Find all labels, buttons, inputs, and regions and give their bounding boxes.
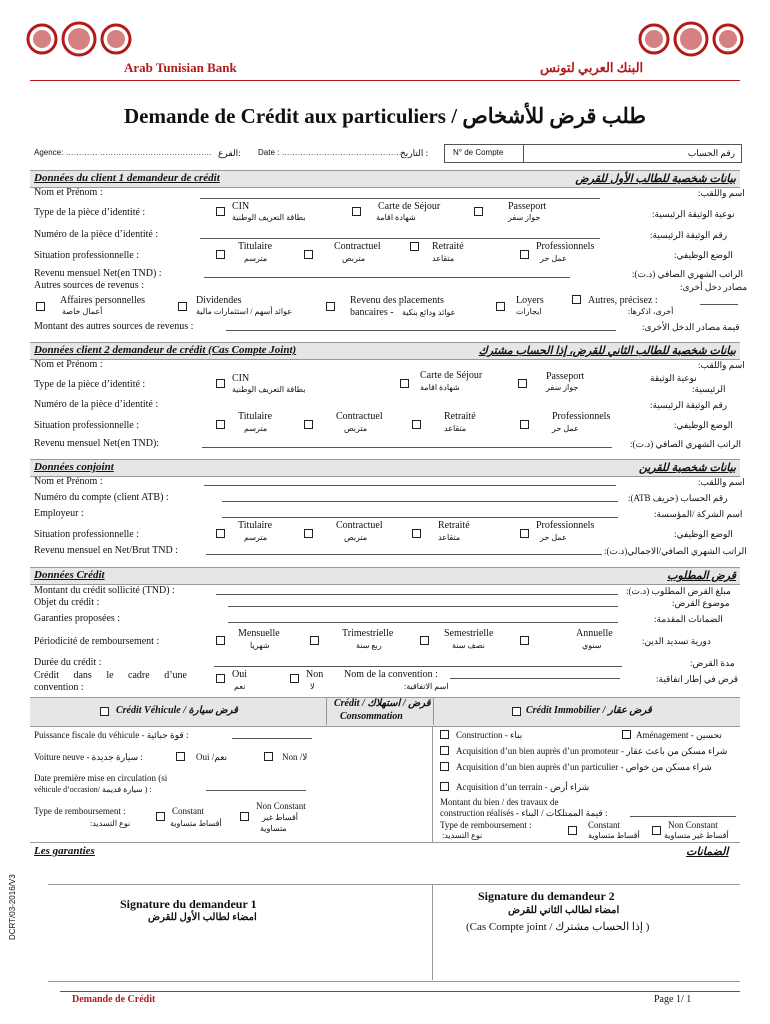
c2-sejour-ar: شهادة اقامة	[420, 383, 460, 392]
cr-annuelle-checkbox[interactable]	[520, 636, 529, 645]
cr-non-ar: لا	[310, 682, 315, 691]
cj-nom-label-ar: اسم واللقب:	[698, 477, 745, 487]
im-type-remb: Type de remboursement :	[440, 820, 532, 830]
cr-montant-label: Montant du crédit sollicité (TND) :	[34, 585, 175, 596]
compte-label-ar: رقم الحساب	[687, 148, 735, 158]
im-construction: Construction - بناء	[456, 730, 523, 740]
cr-trimestrielle: Trimestrielle	[342, 628, 394, 639]
im-constant: Constant	[588, 820, 621, 830]
cj-retraite-ar: متقاعد	[438, 533, 461, 542]
c1-passeport-checkbox[interactable]	[474, 207, 483, 216]
c2-nom-label: Nom et Prénom :	[34, 359, 103, 370]
vh-puissance-line[interactable]	[232, 738, 312, 739]
vh-date-mise-2: véhicule d’occasion/ سيارة قديمة ) :	[34, 785, 152, 794]
c2-cin: CIN	[232, 373, 250, 384]
c2-passeport: Passeport	[546, 371, 585, 382]
im-non-constant: Non Constant	[668, 820, 718, 830]
c2-contractuel-ar: متربص	[344, 424, 368, 433]
section-client2-title-ar: بيانات شخصية للطالب الثاني للقرض، إذا الحساب مشترك	[478, 345, 736, 357]
signature-1-ar: امضاء لطالب الأول للقرض	[148, 912, 257, 923]
vh-constant-ar: أقساط متساوية	[170, 819, 222, 828]
type-immobilier-checkbox[interactable]	[512, 707, 521, 716]
vh-non-constant-ar2: متساوية	[260, 824, 287, 833]
c2-retraite-ar: متقاعد	[444, 424, 467, 433]
type-vehicule-checkbox[interactable]	[100, 707, 109, 716]
signature-2-note: (Cas Compte joint / إذا الحساب مشترك )	[466, 921, 650, 933]
c1-loyers: Loyers	[516, 295, 544, 306]
compte-label: N° de Compte	[453, 148, 504, 157]
cr-trimestrielle-ar: ربع سنة	[356, 641, 382, 650]
vh-oui: Oui /نعم	[196, 752, 228, 762]
type-vehicule: Crédit Véhicule / قرض سيارة	[116, 705, 238, 716]
c2-cin-checkbox[interactable]	[216, 379, 225, 388]
bank-name-fr: Arab Tunisian Bank	[124, 60, 237, 75]
im-type-remb-ar: نوع التسديد:	[442, 831, 483, 840]
c2-prof: Professionnels	[552, 411, 611, 422]
compte-divider	[523, 145, 524, 162]
c1-dividendes: Dividendes	[196, 295, 242, 306]
c1-contractuel: Contractuel	[334, 241, 381, 252]
agence-label: Agence: ………… ……………………………………	[34, 148, 212, 157]
c1-titulaire: Titulaire	[238, 241, 273, 252]
im-montant-bien: Montant du bien / des travaux de	[440, 797, 559, 807]
vh-non-constant-checkbox[interactable]	[240, 812, 249, 821]
c2-piece-label: Type de la pièce d’identité :	[34, 379, 146, 390]
c1-numero-label: Numéro de la pièce d’identité :	[34, 229, 159, 240]
c1-titulaire-checkbox[interactable]	[216, 250, 225, 259]
c1-placements-ar: عوائد ودائع بنكية	[402, 308, 456, 317]
cj-prof-checkbox[interactable]	[520, 529, 529, 538]
c1-retraite-ar: متقاعد	[432, 254, 455, 263]
vh-non-constant: Non Constant	[256, 801, 306, 811]
type-consommation-2: Consommation	[340, 711, 403, 722]
c2-titulaire-ar: مترسم	[244, 424, 268, 433]
c1-affaires-ar: أعمال خاصة	[62, 307, 103, 316]
cj-contractuel-ar: متربص	[344, 533, 368, 542]
cr-annuelle-ar: سنوي	[582, 641, 602, 650]
c1-passeport: Passeport	[508, 201, 547, 212]
vh-constant: Constant	[172, 806, 205, 816]
signature-divider	[432, 884, 433, 980]
vh-non-checkbox[interactable]	[264, 752, 273, 761]
vh-oui-checkbox[interactable]	[176, 752, 185, 761]
agence-label-ar: :الفرع	[218, 148, 241, 158]
c2-nom-label-ar: اسم واللقب:	[698, 360, 745, 370]
cr-annuelle: Annuelle	[576, 628, 613, 639]
im-non-constant-ar: أقساط غير متساوية	[664, 831, 729, 840]
cr-semestrielle-ar: نصف سنة	[452, 641, 485, 650]
section-conjoint-title-ar: بيانات شخصية للقرين	[638, 462, 736, 474]
cj-titulaire-checkbox[interactable]	[216, 529, 225, 538]
c2-revenu-label-ar: الراتب الشهري الصافي (د.ت):	[630, 439, 742, 449]
c2-passeport-ar: جواز سفر	[546, 383, 579, 392]
c1-situation-label-ar: الوضع الوظيفي:	[674, 250, 733, 260]
c1-dividendes-checkbox[interactable]	[178, 302, 187, 311]
cj-revenu-line[interactable]	[206, 554, 602, 555]
cj-retraite: Retraité	[438, 520, 470, 531]
cj-employeur-label-ar: اسم الشركة /المؤسسة:	[654, 509, 743, 519]
cr-convention-label-2: convention :	[34, 682, 84, 693]
c2-prof-checkbox[interactable]	[520, 420, 529, 429]
c2-contractuel-checkbox[interactable]	[304, 420, 313, 429]
date-label: Date : ………………………………………	[258, 148, 402, 157]
types-divider	[432, 726, 433, 842]
c1-prof-ar: عمل حر	[540, 254, 567, 263]
cr-oui: Oui	[232, 669, 247, 680]
c1-contractuel-ar: متربص	[342, 254, 366, 263]
im-acq-particulier: Acquisition d’un bien auprès d’un particulier - شراء مسكن من خواص	[456, 762, 712, 772]
c1-revenu-line[interactable]	[204, 277, 570, 278]
cj-revenu-label-ar: الراتب الشهري الصافي/الاجمالي(د.ت):	[604, 546, 747, 556]
c1-dividendes-ar: عوائد أسهم / استثمارات مالية	[196, 307, 293, 316]
im-amenagement-checkbox[interactable]	[622, 730, 631, 739]
c1-prof: Professionnels	[536, 241, 595, 252]
cj-titulaire: Titulaire	[238, 520, 273, 531]
c2-passeport-checkbox[interactable]	[518, 379, 527, 388]
bank-logo-left	[24, 14, 134, 64]
cr-objet-line[interactable]	[228, 606, 618, 607]
im-acq-terrain-checkbox[interactable]	[440, 782, 449, 791]
section-client2-title: Données client 2 demandeur de crédit (Cas Compte Joint)	[34, 344, 297, 356]
section-credit-title: Données Crédit	[34, 569, 105, 581]
cj-compte-label: Numéro du compte (client ATB) :	[34, 492, 169, 503]
c1-retraite-checkbox[interactable]	[410, 242, 419, 251]
c1-autres-line[interactable]	[700, 304, 738, 305]
date-label-ar: : التاريخ	[400, 148, 429, 158]
vh-non: Non /لا	[282, 752, 308, 762]
c1-loyers-ar: ايجارات	[516, 307, 542, 316]
im-constant-checkbox[interactable]	[568, 826, 577, 835]
c2-cin-ar: بطاقة التعريف الوطنية	[232, 385, 306, 394]
c2-contractuel: Contractuel	[336, 411, 383, 422]
cj-compte-line[interactable]	[222, 501, 618, 502]
cr-nom-convention-ar: اسم الاتفاقية:	[404, 682, 449, 691]
c1-placements-checkbox[interactable]	[326, 302, 335, 311]
c2-situation-label-ar: الوضع الوظيفي:	[674, 420, 733, 430]
c1-sejour: Carte de Séjour	[378, 201, 441, 212]
c1-loyers-checkbox[interactable]	[496, 302, 505, 311]
c1-affaires: Affaires personnelles	[60, 295, 146, 306]
cr-nom-convention: Nom de la convention :	[344, 669, 438, 680]
c1-retraite: Retraité	[432, 241, 464, 252]
cj-contractuel: Contractuel	[336, 520, 383, 531]
section-conjoint-title: Données conjoint	[34, 461, 114, 473]
garanties-area[interactable]	[30, 860, 740, 882]
vh-type-remb-ar: نوع التسديد:	[90, 819, 131, 828]
c1-passeport-ar: جواز سفر	[508, 213, 541, 222]
c2-sejour-checkbox[interactable]	[400, 379, 409, 388]
signature-1[interactable]: Signature du demandeur 1	[120, 897, 257, 911]
vh-puissance: Puissance fiscale du véhicule - قوة جبائية :	[34, 730, 189, 740]
section-credit	[30, 567, 740, 585]
im-non-constant-checkbox[interactable]	[652, 826, 661, 835]
cj-nom-line[interactable]	[204, 485, 616, 486]
c1-montant-label-ar: قيمة مصادر الدخل الأخرى:	[642, 322, 740, 332]
cr-montant-label-ar: مبلغ القرض المطلوب (د.ت):	[626, 586, 731, 596]
c2-piece-label-ar2: الرئيسية:	[692, 384, 726, 394]
cr-mensuelle: Mensuelle	[238, 628, 280, 639]
vh-type-remb: Type de remboursement :	[34, 806, 126, 816]
cj-employeur-line[interactable]	[222, 517, 618, 518]
c1-sejour-ar: شهادة اقامة	[376, 213, 416, 222]
c2-situation-label: Situation professionnelle :	[34, 420, 139, 431]
c1-titulaire-ar: مترسم	[244, 254, 268, 263]
c1-revenu-label-ar: الراتب الشهري الصافي (د.ت):	[632, 269, 744, 279]
cr-oui-ar: نعم	[234, 682, 246, 691]
cj-titulaire-ar: مترسم	[244, 533, 268, 542]
im-construction-checkbox[interactable]	[440, 730, 449, 739]
c1-nom-label: Nom et Prénom :	[34, 187, 103, 198]
footer-line	[60, 991, 740, 992]
cr-non: Non	[306, 669, 324, 680]
vh-constant-checkbox[interactable]	[156, 812, 165, 821]
c1-affaires-checkbox[interactable]	[36, 302, 45, 311]
cr-garanties-label: Garanties proposées :	[34, 613, 121, 624]
cr-trimestrielle-checkbox[interactable]	[310, 636, 319, 645]
c1-revenu-label: Revenu mensuel Net(en TND) :	[34, 268, 162, 279]
c1-placements-2: bancaires -	[350, 307, 394, 318]
cj-revenu-label: Revenu mensuel en Net/Brut TND :	[34, 545, 178, 556]
garanties-title: Les garanties	[34, 845, 95, 857]
cj-employeur-label: Employeur :	[34, 508, 84, 519]
c1-numero-line[interactable]	[200, 238, 600, 239]
c2-titulaire: Titulaire	[238, 411, 273, 422]
compte-box[interactable]	[444, 144, 742, 163]
type-immobilier: Crédit Immobilier / قرض عقار	[526, 705, 652, 716]
cr-mensuelle-ar: شهريا	[250, 641, 270, 650]
page-title: Demande de Crédit aux particuliers / طلب قرض للأشخاص	[124, 104, 646, 128]
c2-prof-ar: عمل حر	[552, 424, 579, 433]
cj-compte-label-ar: رقم الحساب (حريف ATB):	[628, 493, 728, 503]
type-consommation: Crédit / قرض / استهلاك	[334, 698, 431, 709]
c2-numero-label-ar: رقم الوثيقة الرئيسية:	[650, 400, 728, 410]
c2-titulaire-checkbox[interactable]	[216, 420, 225, 429]
signature-2-ar: امضاء لطالب الثاني للقرض	[508, 905, 620, 916]
cr-garanties-line[interactable]	[228, 622, 618, 623]
c2-piece-label-ar: نوعية الوثيقة	[650, 373, 697, 383]
im-montant-bien-2: construction réalisés - قيمة الممتلكات / البناء :	[440, 808, 608, 818]
c1-contractuel-checkbox[interactable]	[304, 250, 313, 259]
cj-retraite-checkbox[interactable]	[412, 529, 421, 538]
cr-convention-label: Crédit dans le cadre d’une	[34, 670, 187, 681]
c1-autres-preciser: Autres, précisez :	[588, 295, 658, 306]
im-acq-particulier-checkbox[interactable]	[440, 762, 449, 771]
cr-montant-line[interactable]	[216, 594, 618, 595]
c2-retraite: Retraité	[444, 411, 476, 422]
section-client2	[30, 342, 740, 360]
cr-duree-label: Durée du crédit :	[34, 657, 102, 668]
c1-autres-preciser-ar: أخرى، اذكرها:	[628, 307, 674, 316]
cr-objet-label-ar: موضوع القرض:	[672, 598, 730, 608]
c1-nom-label-ar: اسم واللقب:	[698, 188, 745, 198]
cr-duree-line[interactable]	[214, 666, 622, 667]
cr-periodicite-label-ar: دورية تسديد الدين:	[642, 636, 711, 646]
section-client1-title: Données du client 1 demandeur de crédit	[34, 172, 220, 184]
vh-non-constant-ar: أقساط غير	[262, 813, 299, 822]
bank-logo-right	[636, 14, 746, 64]
c1-piece-label: Type de la pièce d’identité :	[34, 207, 146, 218]
garanties-title-ar: الضمانات	[686, 846, 729, 858]
footer-left: Demande de Crédit	[72, 994, 156, 1005]
im-acq-terrain: Acquisition d’un terrain - شراء أرض	[456, 782, 590, 792]
c1-cin-checkbox[interactable]	[216, 207, 225, 216]
form-ref: DCRT/03-2016/V3	[8, 874, 17, 940]
im-acq-promoteur-checkbox[interactable]	[440, 746, 449, 755]
vh-date-line[interactable]	[206, 790, 306, 791]
c1-situation-label: Situation professionnelle :	[34, 250, 139, 261]
c1-cin-ar: بطاقة التعريف الوطنية	[232, 213, 306, 222]
c2-sejour: Carte de Séjour	[420, 370, 483, 381]
cr-duree-label-ar: مدة القرض:	[690, 658, 735, 668]
im-constant-ar: أقساط متساوية	[588, 831, 640, 840]
im-acq-promoteur: Acquisition d’un bien auprès d’un promoteur - شراء مسكن من باعث عقار	[456, 746, 728, 756]
c1-sejour-checkbox[interactable]	[352, 207, 361, 216]
c1-piece-label-ar: نوعية الوثيقة الرئيسية:	[652, 209, 735, 219]
signature-2[interactable]: Signature du demandeur 2	[478, 889, 615, 903]
cj-contractuel-checkbox[interactable]	[304, 529, 313, 538]
c2-numero-label: Numéro de la pièce d’identité :	[34, 399, 159, 410]
c1-autres-label-ar: مصادر دخل أخرى:	[680, 282, 748, 292]
cj-nom-label: Nom et Prénom :	[34, 476, 103, 487]
cr-objet-label: Objet du crédit :	[34, 597, 100, 608]
c1-prof-checkbox[interactable]	[520, 250, 529, 259]
cr-non-checkbox[interactable]	[290, 674, 299, 683]
c1-autres-checkbox[interactable]	[572, 295, 581, 304]
section-conjoint	[30, 459, 740, 477]
c1-montant-line[interactable]	[226, 330, 616, 331]
section-credit-title-ar: قرض المطلوب	[667, 570, 736, 582]
vh-voiture-neuve: Voiture neuve - سيارة جديدة :	[34, 752, 143, 762]
cj-prof-ar: عمل حر	[540, 533, 567, 542]
cj-situation-label: Situation professionnelle :	[34, 529, 139, 540]
cr-semestrielle-checkbox[interactable]	[420, 636, 429, 645]
im-amenagement: Aménagement - تحسين	[636, 730, 722, 740]
cr-nom-convention-line[interactable]	[450, 678, 620, 679]
section-client1	[30, 170, 740, 188]
cr-convention-label-ar: قرض في إطار اتفاقية:	[656, 674, 739, 684]
cr-semestrielle: Semestrielle	[444, 628, 494, 639]
c1-numero-label-ar: رقم الوثيقة الرئيسية:	[650, 230, 728, 240]
cr-garanties-label-ar: الضمانات المقدمة:	[654, 614, 723, 624]
c2-retraite-checkbox[interactable]	[412, 420, 421, 429]
c1-autres-label: Autres sources de revenus :	[34, 280, 144, 291]
c1-cin: CIN	[232, 201, 250, 212]
c1-montant-label: Montant des autres sources de revenus :	[34, 321, 194, 332]
c1-placements: Revenu des placements	[350, 295, 444, 306]
cr-mensuelle-checkbox[interactable]	[216, 636, 225, 645]
footer-right: Page 1/ 1	[654, 994, 692, 1005]
c1-nom-line[interactable]	[200, 198, 600, 199]
cj-situation-label-ar: الوضع الوظيفي:	[674, 529, 733, 539]
c2-revenu-line[interactable]	[202, 447, 612, 448]
im-montant-line[interactable]	[630, 816, 736, 817]
vh-date-mise: Date première mise en circulation (si	[34, 773, 168, 783]
bank-name-ar: البنك العربي لتونس	[540, 60, 644, 75]
cr-periodicite-label: Périodicité de remboursement :	[34, 636, 160, 647]
cr-oui-checkbox[interactable]	[216, 674, 225, 683]
c2-revenu-label: Revenu mensuel Net(en TND):	[34, 438, 160, 449]
cj-prof: Professionnels	[536, 520, 595, 531]
section-client1-title-ar: بيانات شخصية للطالب الأول للقرض	[575, 173, 736, 185]
